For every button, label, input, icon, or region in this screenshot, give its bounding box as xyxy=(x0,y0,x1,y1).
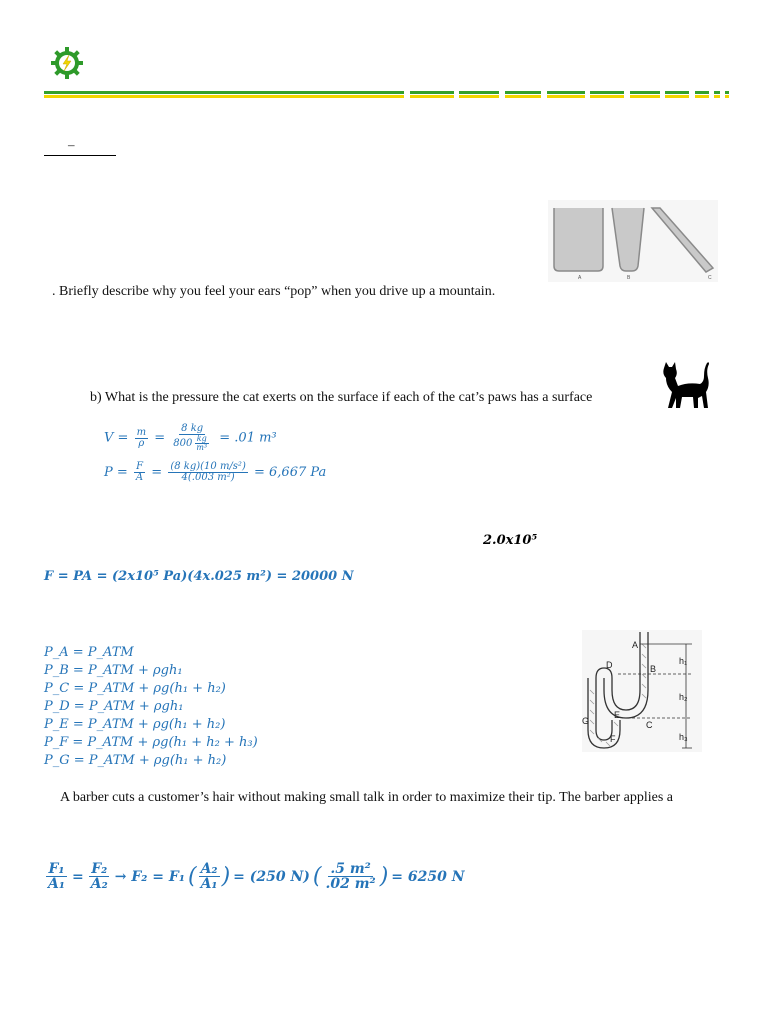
blank-underline xyxy=(44,137,116,156)
manometer-label-b: B xyxy=(650,664,657,674)
pressure-list xyxy=(44,644,258,770)
container-label-a: A xyxy=(578,275,582,281)
pressure-line-a: P_A = P_ATM xyxy=(44,645,134,660)
question-ears-pop: . Briefly describe why you feel your ears “pop” when you drive up a mountain. xyxy=(52,284,496,299)
company-logo xyxy=(50,46,84,80)
pressure-line-e: P_E = P_ATM + ρg(h₁ + h₂) xyxy=(44,717,226,732)
manometer-label-g: G xyxy=(582,716,590,726)
manometer-label-h1: h₁ xyxy=(679,656,688,666)
manometer-diagram xyxy=(582,630,702,752)
manometer-label-c: C xyxy=(646,720,653,730)
pressure-equation: P = $\frac{F}{A}$ = $\frac{\text{(8 kg)(10 m/s²)}}{\text{4(.003 m²)}}$ = 6,667 Pa xyxy=(104,461,327,483)
force-equation: F = PA = (2x10⁵ Pa)(4x.025 m²) = 20000 N xyxy=(44,569,354,584)
manometer-label-e: E xyxy=(614,710,621,720)
manometer-label-d: D xyxy=(606,660,613,670)
pressure-line-c: P_C = P_ATM + ρg(h₁ + h₂) xyxy=(44,681,226,696)
manometer-label-a: A xyxy=(632,640,639,650)
pressure-line-f: P_F = P_ATM + ρg(h₁ + h₂ + h₃) xyxy=(44,735,258,750)
header-band xyxy=(44,87,734,97)
pressure-line-g: P_G = P_ATM + ρg(h₁ + h₂) xyxy=(44,753,227,768)
container-label-c: C xyxy=(708,275,712,281)
given-pressure-value: 2.0x10⁵ xyxy=(483,533,538,548)
containers-figure xyxy=(548,200,718,282)
manometer-label-h3: h₃ xyxy=(679,732,688,742)
question-cat-pressure: b) What is the pressure the cat exerts on the surface if each of the cat’s paws has a surface xyxy=(90,390,593,405)
underline-dash: – xyxy=(68,137,75,152)
container-label-b: B xyxy=(627,275,631,281)
cat-silhouette-icon xyxy=(658,360,714,412)
pressure-line-b: P_B = P_ATM + ρgh₁ xyxy=(44,663,183,678)
hydraulic-equation: $\frac{\text{F₁}}{\text{A₁}}$ = $\frac{\text{F₂}}{\text{A₂}}$ → F₂ = F₁ ( $\frac{\text{A₂}}{\text{A₁}}$ ) = (250 N) ( $\frac{\text{.5 m²}}{\text{.02 m²}}$ ) = 6250 N xyxy=(48,861,465,892)
manometer-label-h2: h₂ xyxy=(679,692,688,702)
pressure-line-d: P_D = P_ATM + ρgh₁ xyxy=(44,699,184,714)
question-barber: A barber cuts a customer’s hair without making small talk in order to maximize their tip. The barber applies a xyxy=(60,790,673,805)
manometer-label-f: F xyxy=(610,734,616,744)
volume-equation: V = $\frac{m}{\rho}$ = 8 kg 800 $\frac{kg}{\text{m³}}$ = .01 m³ xyxy=(104,423,277,452)
